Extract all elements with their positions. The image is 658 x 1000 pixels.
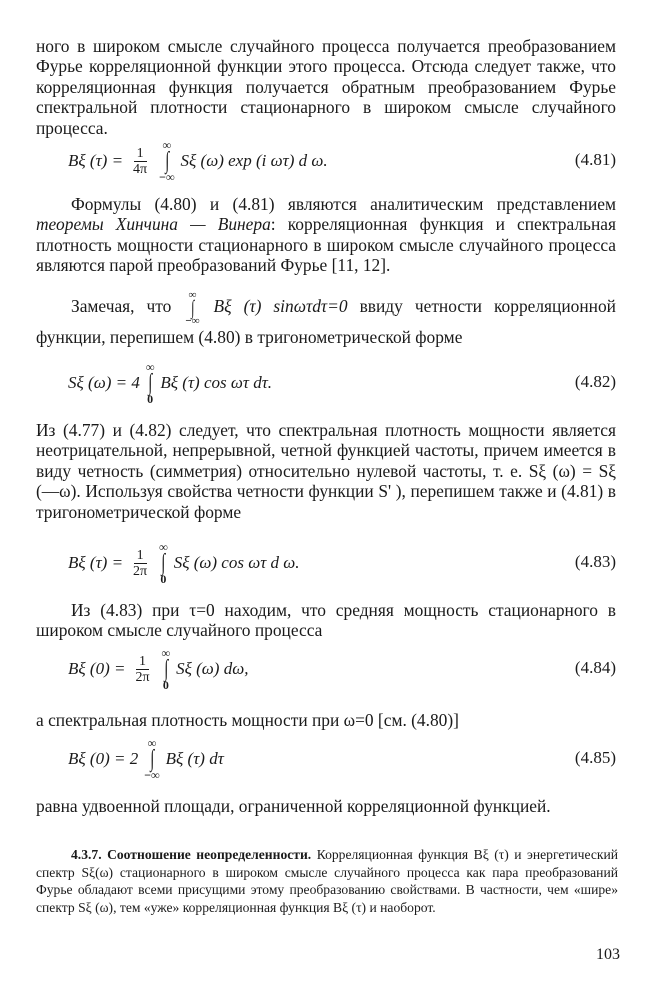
- fraction-denominator: 2π: [133, 563, 148, 579]
- formula-lhs: Bξ (0) = 2: [68, 749, 139, 768]
- equation-number: (4.83): [574, 552, 616, 571]
- formula-expression: [68, 540, 300, 586]
- integral-upper-limit: ∞: [145, 360, 155, 374]
- theorem-name: теоремы Хинчина — Винера: [36, 214, 271, 235]
- formula-lhs: Bξ (τ) =: [68, 553, 124, 572]
- paragraph-wiener-khinchin: [36, 194, 616, 276]
- fraction-denominator: 2π: [135, 669, 150, 685]
- formula-expression: [68, 360, 272, 406]
- integral-sign: ∞ ∫ −∞: [144, 736, 160, 782]
- integral-lower-limit: 0: [147, 392, 154, 406]
- integral-upper-limit: ∞: [188, 289, 197, 301]
- integral-upper-limit: ∞: [159, 540, 168, 554]
- paragraph-area: равна удвоенной площади, ограниченной корреляционной функцией.: [36, 796, 551, 816]
- integral-sign: ∞ ∫ 0: [159, 540, 168, 586]
- formula-4-81: [68, 138, 616, 184]
- integral-lower-limit: 0: [160, 572, 167, 586]
- equation-number: (4.84): [574, 658, 616, 677]
- paragraph-mean-power: Из (4.83) при τ=0 находим, что средняя мощность стационарного в широком смысле случайного процесса: [36, 600, 616, 641]
- fraction: [132, 654, 152, 685]
- formula-4-83: [68, 540, 616, 586]
- formula-rhs: Bξ (τ) cos ωτ dτ.: [160, 373, 273, 392]
- fraction: [130, 146, 150, 177]
- formula-4-84: [68, 646, 616, 692]
- formula-rhs: Bξ (τ) dτ: [165, 749, 224, 768]
- integral-sign: ∞ ∫ 0: [161, 646, 171, 692]
- fraction-numerator: 1: [136, 654, 149, 670]
- integral-lower-limit: 0: [162, 678, 169, 692]
- section-text: Корреляционная функция Bξ (τ) и энергетический спектр Sξ(ω) стационарного в широком смысле случайного процесса как пара преобразований Фурье обладают всеми присущими этому преобразованию свойствами. В частности, чем «шире» спектр Sξ (ω), тем «уже» корреляционная функция Bξ (τ) и наоборот.: [36, 847, 619, 915]
- inline-formula: Bξ (τ) sinωτdτ=0: [213, 296, 348, 316]
- paragraph-text: Формулы (4.80) и (4.81) являются аналитическим представлением: [71, 194, 616, 214]
- section-heading: 4.3.7. Соотношение неопределенности.: [71, 847, 312, 862]
- paragraph-spectral-zero: а спектральная плотность мощности при ω=0 [см. (4.80)]: [36, 710, 459, 730]
- integral-sign: ∞ ∫ −∞: [159, 138, 175, 184]
- equation-number: (4.82): [574, 372, 616, 391]
- integral-lower-limit: −∞: [144, 768, 160, 782]
- formula-4-85: [68, 736, 616, 782]
- paragraph-text: : корреляционная функция и спектральная плотность мощности стационарного в широком смысле случайного процесса являются парой преобразований Фурье [11, 12].: [36, 214, 617, 276]
- formula-lhs: Sξ (ω) = 4: [68, 373, 140, 392]
- fraction: [130, 548, 150, 579]
- integral-lower-limit: −∞: [185, 315, 200, 327]
- integral-sign: ∞ ∫ 0: [145, 360, 155, 406]
- section-4-3-7: [36, 846, 618, 916]
- formula-expression: [68, 138, 328, 184]
- paragraph-intro: ного в широком смысле случайного процесса получается преобразованием Фурье корреляционной функции этого процесса. Отсюда следует также, что корреляционная функция получается обратным преобразованием Фурье спектральной плотности стационарного в широком смысле случайного процесса.: [36, 36, 616, 138]
- integral-upper-limit: ∞: [147, 736, 157, 750]
- formula-rhs: Sξ (ω) exp (i ωτ) d ω.: [180, 151, 328, 170]
- page-number: 103: [596, 946, 620, 963]
- paragraph-text: Замечая, что: [71, 296, 172, 316]
- fraction-numerator: 1: [134, 146, 147, 162]
- formula-lhs: Bξ (τ) =: [68, 151, 124, 170]
- paragraph-text: ввиду четности корреляционной функции, перепишем (4.80) в тригонометрической форме: [36, 296, 616, 347]
- formula-rhs: Sξ (ω) cos ωτ d ω.: [173, 553, 300, 572]
- paragraph-remark: [36, 290, 616, 348]
- equation-number: (4.81): [574, 150, 616, 169]
- paragraph-spectral-properties: Из (4.77) и (4.82) следует, что спектральная плотность мощности является неотрицательной, непрерывной, четной функцией частоты, причем имеется в виду четность (симметрия) относительно нулевой частоты, т. е. Sξ (ω) = Sξ (—ω). Используя свойства четности функции S' ), перепишем также и (4.81) в тригонометрической форме: [36, 420, 616, 522]
- integral-sign: ∞ ∫ −∞: [185, 289, 200, 327]
- formula-expression: [68, 736, 224, 782]
- formula-lhs: Bξ (0) =: [68, 659, 126, 678]
- formula-expression: [68, 646, 248, 692]
- formula-rhs: Sξ (ω) dω,: [176, 659, 249, 678]
- fraction-denominator: 4π: [133, 161, 148, 177]
- formula-4-82: [68, 360, 616, 406]
- equation-number: (4.85): [574, 748, 616, 767]
- integral-upper-limit: ∞: [162, 138, 172, 152]
- integral-upper-limit: ∞: [161, 646, 171, 660]
- fraction-numerator: 1: [134, 548, 147, 564]
- integral-lower-limit: −∞: [159, 170, 175, 184]
